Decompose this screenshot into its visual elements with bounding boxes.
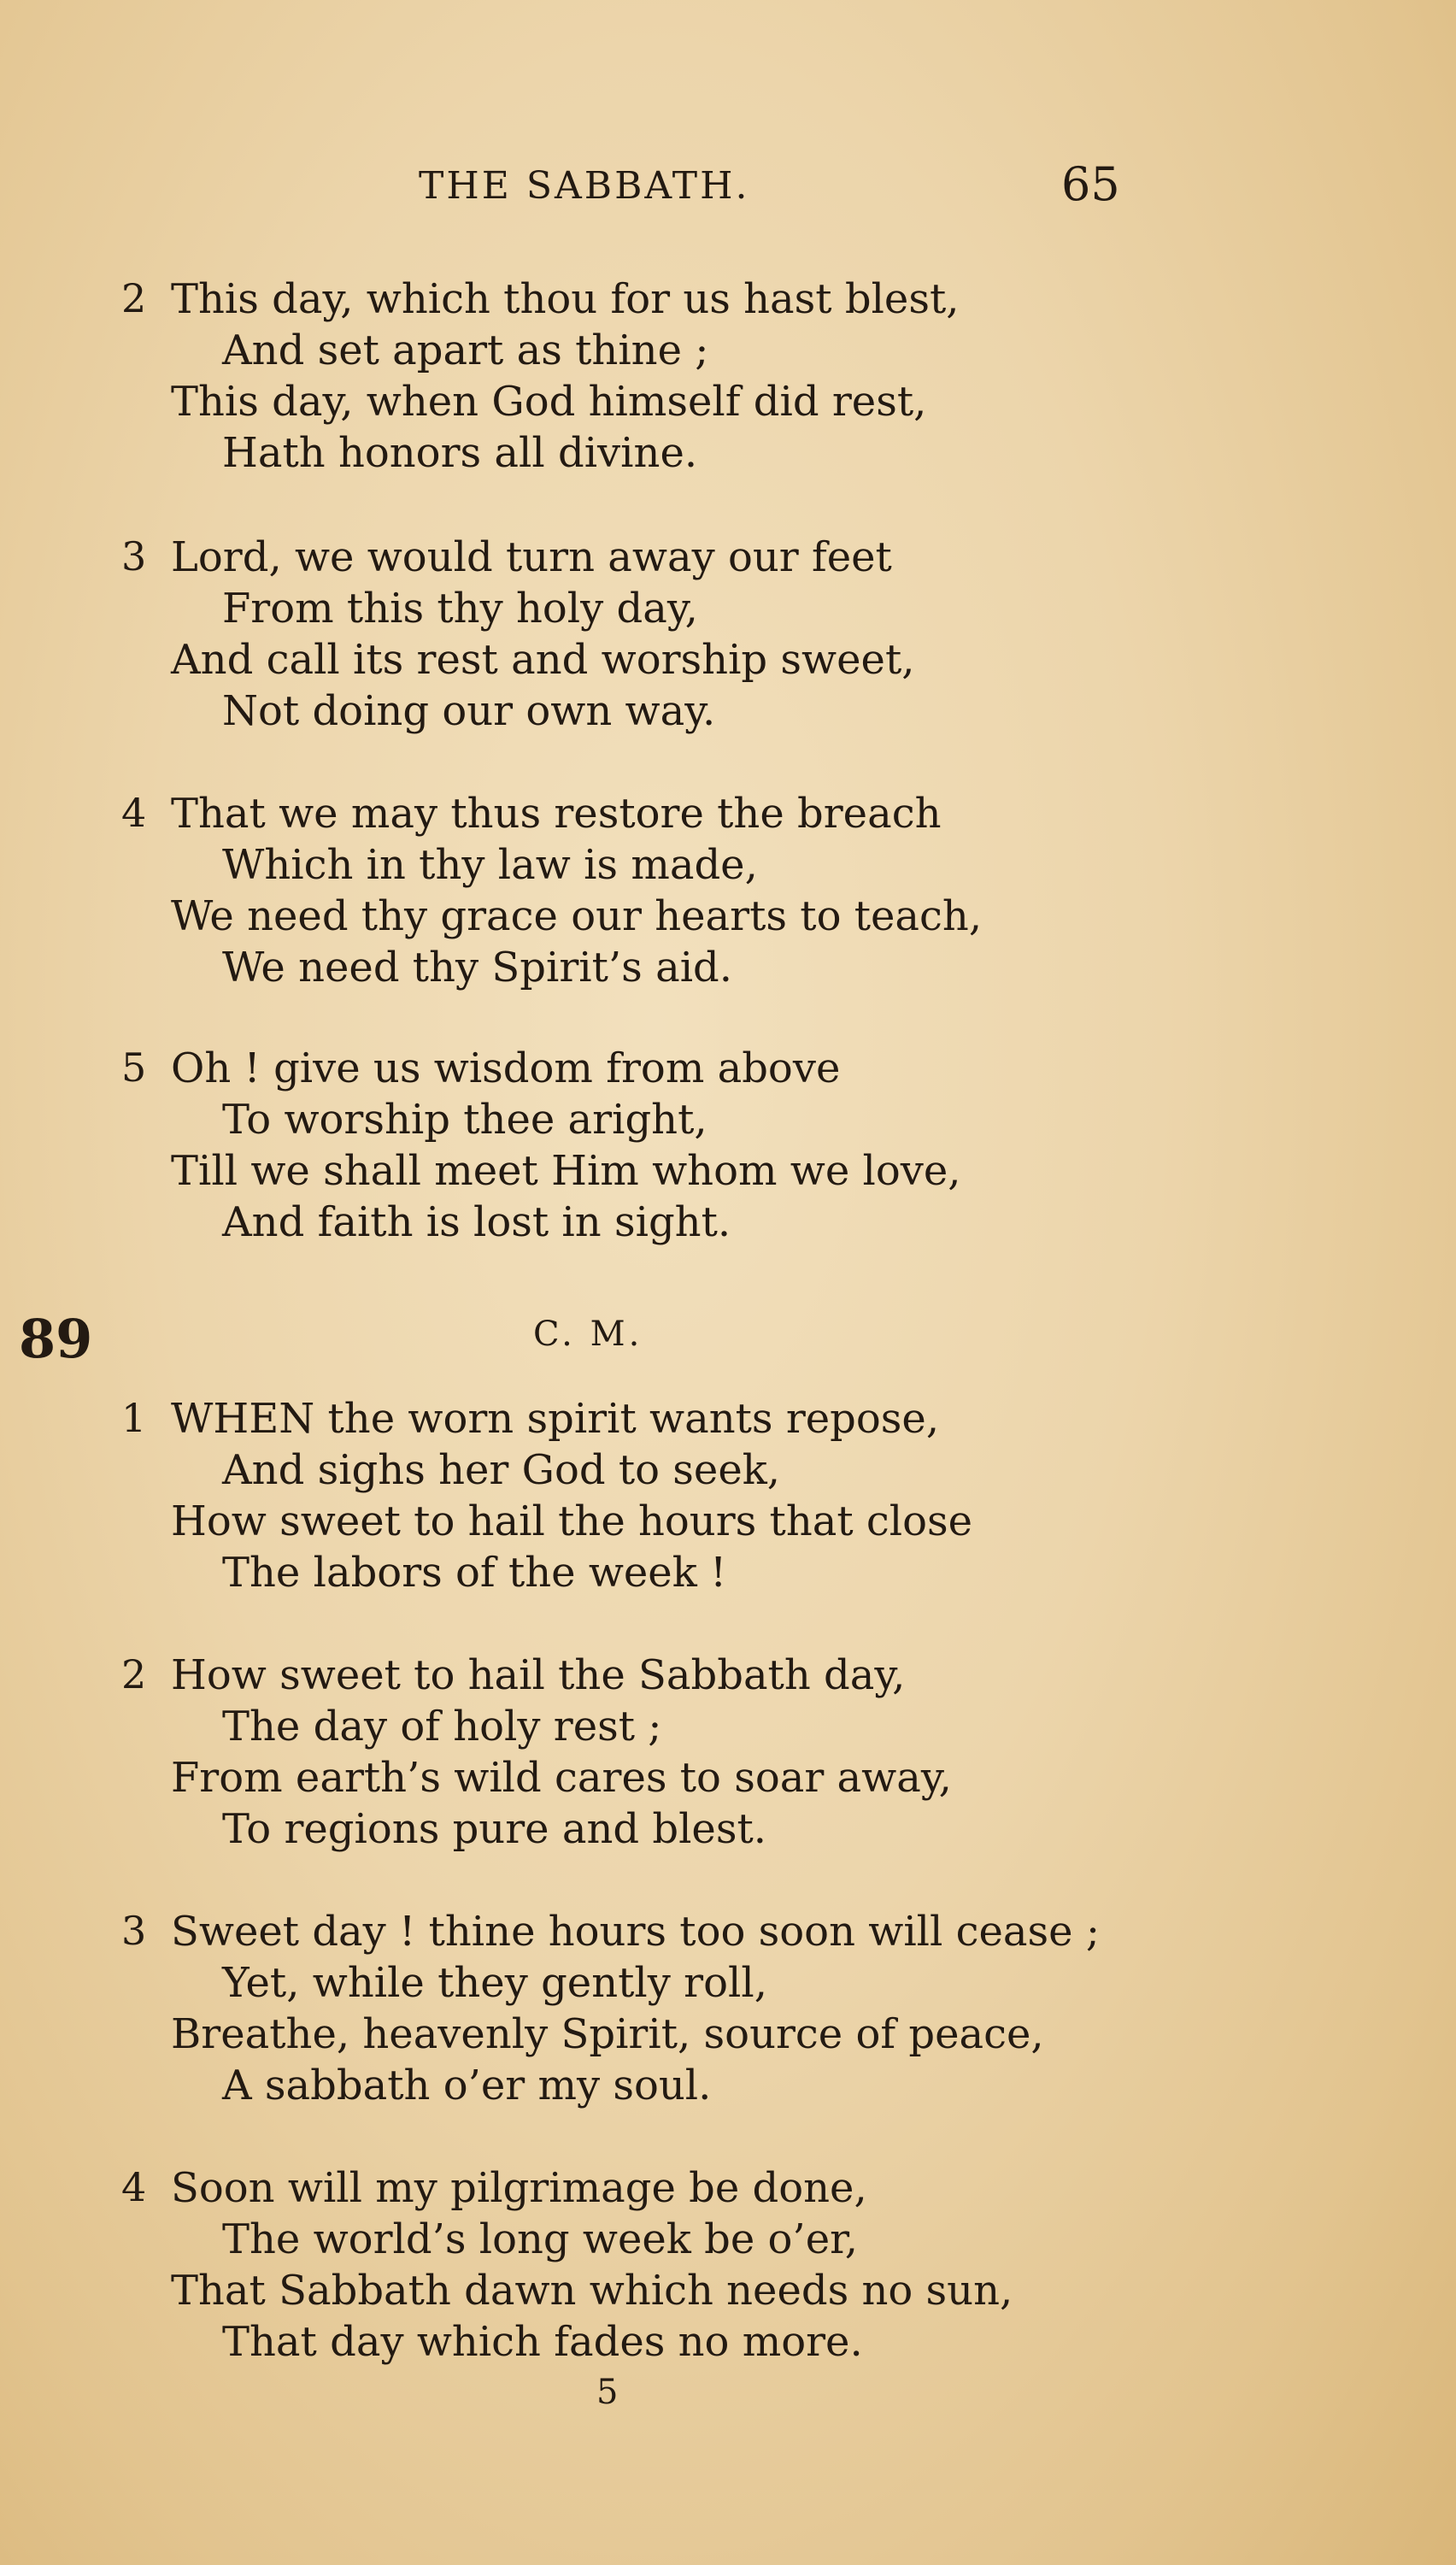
verse-number: 2 xyxy=(121,275,147,321)
verse-line: A sabbath o’er my soul. xyxy=(222,2062,712,2109)
verse-line: That day which fades no more. xyxy=(222,2318,863,2366)
verse-line: We need thy grace our hearts to teach, xyxy=(171,892,983,940)
page-number: 65 xyxy=(1061,157,1120,211)
verse-line: WHEN the worn spirit wants repose, xyxy=(171,1395,940,1443)
verse-line: Not doing our own way. xyxy=(222,687,716,735)
verse-line: Lord, we would turn away our feet xyxy=(171,533,892,581)
verse-line: We need thy Spirit’s aid. xyxy=(222,944,733,991)
verse-line: The labors of the week ! xyxy=(222,1549,727,1597)
verse-line: And set apart as thine ; xyxy=(222,327,709,374)
verse-line: Which in thy law is made, xyxy=(222,841,758,889)
verse-line: To regions pure and blest. xyxy=(222,1805,767,1853)
verse-line: Soon will my pilgrimage be done, xyxy=(171,2164,867,2212)
verse-line: Till we shall meet Him whom we love, xyxy=(171,1147,961,1195)
verse-line: Oh ! give us wisdom from above xyxy=(171,1044,841,1092)
signature-mark: 5 xyxy=(596,2373,619,2412)
verse-line: The day of holy rest ; xyxy=(222,1703,662,1750)
verse-line: The world’s long week be o’er, xyxy=(222,2215,859,2263)
verse-line: And sighs her God to seek, xyxy=(222,1446,781,1494)
verse-line: Yet, while they gently roll, xyxy=(222,1959,767,2007)
verse-line: Sweet day ! thine hours too soon will cease ; xyxy=(171,1908,1101,1956)
verse-number: 3 xyxy=(121,1908,147,1954)
verse-line: And faith is lost in sight. xyxy=(222,1198,731,1246)
hymn-meter: C. M. xyxy=(533,1315,643,1354)
verse-line: To worship thee aright, xyxy=(222,1096,707,1144)
verse-line: How sweet to hail the hours that close xyxy=(171,1497,973,1545)
verse-line: Hath honors all divine. xyxy=(222,429,698,477)
verse-number: 1 xyxy=(121,1395,147,1441)
verse-line: From this thy holy day, xyxy=(222,585,698,632)
verse-line: This day, which thou for us hast blest, xyxy=(171,275,960,323)
verse-number: 5 xyxy=(121,1044,147,1091)
verse-line: That Sabbath dawn which needs no sun, xyxy=(171,2267,1013,2315)
verse-line: How sweet to hail the Sabbath day, xyxy=(171,1651,906,1699)
verse-number: 2 xyxy=(121,1651,147,1697)
verse-number: 3 xyxy=(121,533,147,579)
hymn-number: 89 xyxy=(19,1308,93,1370)
verse-line: Breathe, heavenly Spirit, source of peace, xyxy=(171,2010,1044,2058)
verse-number: 4 xyxy=(121,2164,147,2210)
verse-number: 4 xyxy=(121,790,147,836)
verse-line: And call its rest and worship sweet, xyxy=(171,636,915,684)
verse-line: This day, when God himself did rest, xyxy=(171,378,927,426)
verse-line: That we may thus restore the breach xyxy=(171,790,942,838)
verse-line: From earth’s wild cares to soar away, xyxy=(171,1754,952,1802)
running-header-title: THE SABBATH. xyxy=(419,164,750,208)
